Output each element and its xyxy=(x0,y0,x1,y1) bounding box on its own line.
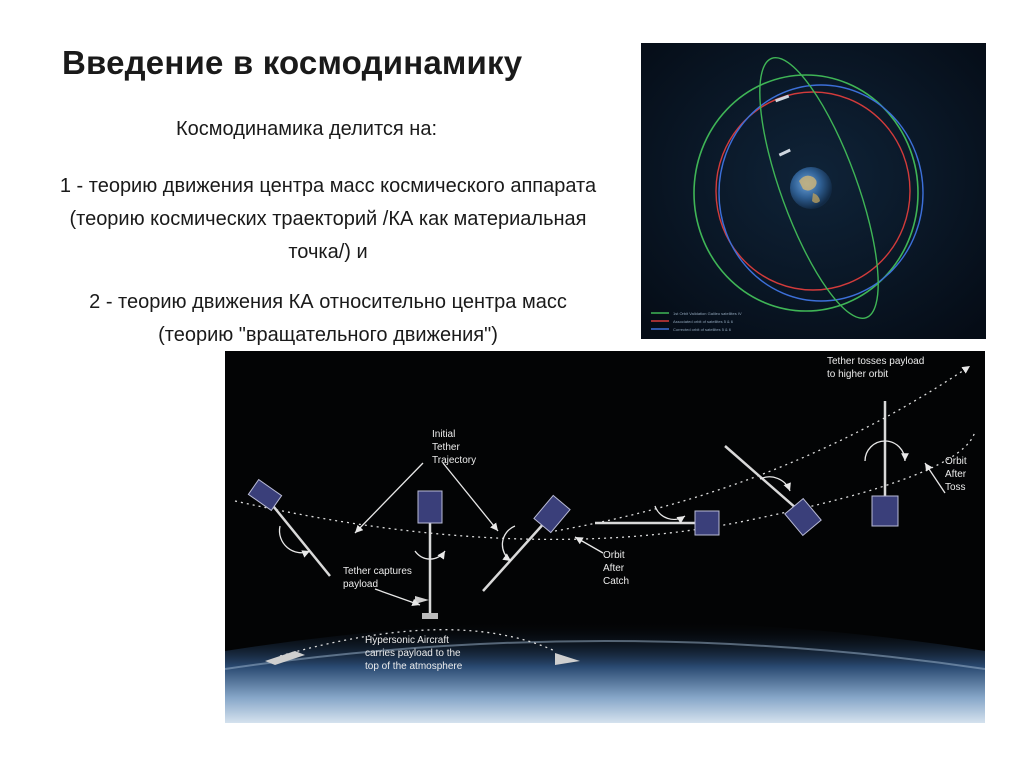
orbit-diagram xyxy=(641,43,986,339)
tether-figure xyxy=(225,351,985,723)
paragraph-2: 2 - теорию движения КА относительно центра масс (теорию "вращательного движения") xyxy=(89,291,567,346)
label-catch-3: Catch xyxy=(603,576,630,587)
tether-diagram xyxy=(225,351,985,723)
label-initial-2: Tether xyxy=(432,442,460,453)
earth-horizon xyxy=(225,621,985,723)
label-aircraft-1: Hypersonic Aircraft xyxy=(365,635,449,646)
satellite-2 xyxy=(418,491,442,523)
label-toss-1: Tether tosses payload xyxy=(827,356,925,367)
label-aircraft-3: top of the atmosphere xyxy=(365,661,463,672)
legend-label-1: 1st Orbit Validation Galileo satellites IV xyxy=(673,311,742,316)
label-initial-3: Trajectory xyxy=(432,455,477,466)
label-toss-2: to higher orbit xyxy=(827,369,889,380)
orbit-figure xyxy=(641,43,986,339)
label-capture-1: Tether captures xyxy=(343,566,412,577)
label-toss-orbit-3: Toss xyxy=(945,482,966,493)
payload-2 xyxy=(422,613,438,619)
satellite-4 xyxy=(695,511,719,535)
label-catch-1: Orbit xyxy=(603,550,625,561)
label-catch-2: After xyxy=(603,563,625,574)
legend-label-2: Associated orbit of satellites 5 & 6 xyxy=(673,319,734,324)
slide-title: Введение в космодинамику xyxy=(62,44,523,81)
legend-label-3: Corrected orbit of satellites 5 & 6 xyxy=(673,327,732,332)
label-aircraft-2: carries payload to the xyxy=(365,648,461,659)
label-initial-1: Initial xyxy=(432,429,456,440)
label-capture-2: payload xyxy=(343,579,379,590)
label-toss-orbit-1: Orbit xyxy=(945,456,967,467)
satellite-6 xyxy=(872,496,898,526)
slide-subtitle: Космодинамика делится на: xyxy=(176,118,438,140)
label-toss-orbit-2: After xyxy=(945,469,967,480)
paragraph-1: 1 - теорию движения центра масс космического аппарата (теорию космических траекторий /КА как материальная точка/) и xyxy=(59,175,597,263)
